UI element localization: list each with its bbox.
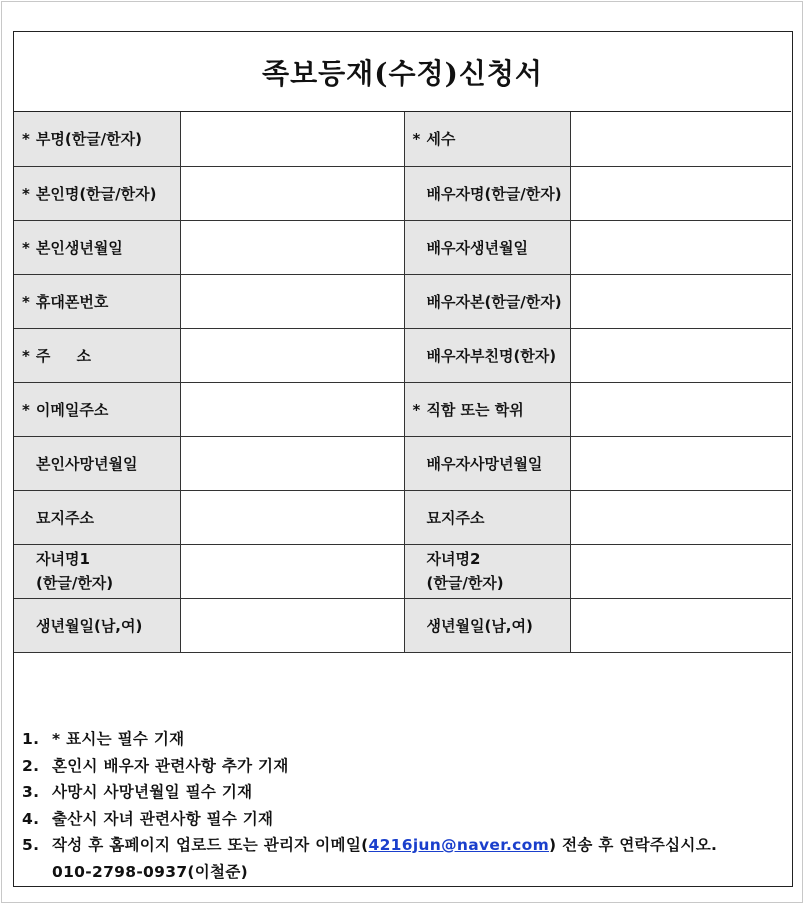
label-text: 본인명(한글/한자) bbox=[35, 184, 157, 203]
field-value-input[interactable] bbox=[570, 490, 791, 544]
field-value-input[interactable] bbox=[180, 544, 404, 598]
field-label bbox=[14, 274, 180, 328]
field-value-input[interactable] bbox=[180, 598, 404, 652]
form-rows bbox=[14, 112, 791, 652]
field-value-input[interactable] bbox=[570, 598, 791, 652]
form-row bbox=[14, 166, 791, 220]
form-row bbox=[14, 544, 791, 598]
field-value-input[interactable] bbox=[180, 382, 404, 436]
required-mark: * bbox=[412, 400, 421, 419]
note-item-5: 5. 작성 후 홈페이지 업로드 또는 관리자 이메일(4216jun@naver.com) 전송 후 연락주십시오. bbox=[22, 836, 718, 854]
required-mark: * bbox=[22, 346, 30, 365]
form-row bbox=[14, 220, 791, 274]
label-text: (한글/한자) bbox=[36, 574, 114, 592]
label-text: 이메일주소 bbox=[35, 400, 109, 419]
field-label bbox=[404, 328, 570, 382]
label-text: 세수 bbox=[426, 130, 456, 149]
field-label bbox=[14, 328, 180, 382]
field-label bbox=[404, 220, 570, 274]
field-value-input[interactable] bbox=[570, 544, 791, 598]
field-label bbox=[14, 544, 180, 598]
field-label bbox=[14, 166, 180, 220]
field-label bbox=[404, 436, 570, 490]
field-value-input[interactable] bbox=[180, 274, 404, 328]
label-text: 묘지주소 bbox=[426, 508, 485, 527]
field-label bbox=[404, 274, 570, 328]
label-text: 배우자생년월일 bbox=[426, 238, 528, 257]
label-text: 배우자명(한글/한자) bbox=[426, 184, 562, 203]
field-value-input[interactable] bbox=[570, 220, 791, 274]
form-row bbox=[14, 274, 791, 328]
contact-phone: 010-2798-0937(이철준) bbox=[52, 862, 248, 881]
label-text: 배우자본(한글/한자) bbox=[426, 292, 562, 311]
required-mark: * bbox=[22, 238, 30, 257]
required-mark: * bbox=[412, 130, 421, 149]
label-text: 부명(한글/한자) bbox=[35, 130, 142, 149]
field-label bbox=[14, 598, 180, 652]
label-text: 배우자부친명(한자) bbox=[426, 346, 557, 365]
notes-list bbox=[22, 726, 788, 885]
form-row bbox=[14, 112, 791, 166]
note-item-3: 3. 사망시 사망년월일 필수 기재 bbox=[22, 783, 253, 801]
field-value-input[interactable] bbox=[570, 328, 791, 382]
label-text: 본인사망년월일 bbox=[36, 454, 138, 473]
field-label bbox=[404, 544, 570, 598]
required-mark: * bbox=[22, 184, 30, 203]
field-value-input[interactable] bbox=[570, 112, 791, 166]
field-label bbox=[14, 436, 180, 490]
admin-email-link[interactable]: 4216jun@naver.com bbox=[368, 836, 550, 854]
application-form bbox=[13, 31, 793, 887]
field-label bbox=[14, 220, 180, 274]
label-text: (한글/한자) bbox=[426, 574, 504, 592]
label-text: 주 소 bbox=[35, 346, 91, 365]
field-value-input[interactable] bbox=[180, 220, 404, 274]
required-mark: * bbox=[22, 400, 30, 419]
field-label bbox=[14, 490, 180, 544]
field-value-input[interactable] bbox=[180, 328, 404, 382]
note-item-2: 2. 혼인시 배우자 관련사항 추가 기재 bbox=[22, 756, 289, 775]
form-row bbox=[14, 328, 791, 382]
field-label bbox=[404, 598, 570, 652]
label-text: 생년월일(남,여) bbox=[36, 616, 143, 635]
form-row bbox=[14, 382, 791, 436]
label-text: 묘지주소 bbox=[36, 508, 94, 527]
form-row bbox=[14, 598, 791, 652]
label-text: 직함 또는 학위 bbox=[426, 400, 524, 419]
label-text: 자녀명1 bbox=[36, 550, 90, 568]
form-table bbox=[14, 112, 791, 653]
note-item-4: 4. 출산시 자녀 관련사항 필수 기재 bbox=[22, 809, 274, 828]
label-text: 배우자사망년월일 bbox=[426, 454, 543, 473]
field-value-input[interactable] bbox=[180, 166, 404, 220]
field-value-input[interactable] bbox=[180, 112, 404, 166]
field-label bbox=[404, 166, 570, 220]
note-item-1: 1. * 표시는 필수 기재 bbox=[22, 730, 185, 748]
field-label bbox=[14, 112, 180, 166]
form-row bbox=[14, 490, 791, 544]
required-mark: * bbox=[22, 292, 30, 311]
label-text: 자녀명2 bbox=[426, 550, 481, 568]
label-text: 휴대폰번호 bbox=[35, 292, 109, 311]
field-value-input[interactable] bbox=[570, 166, 791, 220]
field-value-input[interactable] bbox=[570, 274, 791, 328]
form-title: 족보등재(수정)신청서 bbox=[14, 32, 791, 112]
field-label bbox=[14, 382, 180, 436]
field-label bbox=[404, 490, 570, 544]
field-label bbox=[404, 112, 570, 166]
label-text: 생년월일(남,여) bbox=[426, 616, 533, 635]
form-row bbox=[14, 436, 791, 490]
field-value-input[interactable] bbox=[180, 436, 404, 490]
field-value-input[interactable] bbox=[570, 382, 791, 436]
field-value-input[interactable] bbox=[570, 436, 791, 490]
label-text: 본인생년월일 bbox=[35, 238, 123, 257]
field-value-input[interactable] bbox=[180, 490, 404, 544]
required-mark: * bbox=[22, 130, 30, 149]
field-label bbox=[404, 382, 570, 436]
